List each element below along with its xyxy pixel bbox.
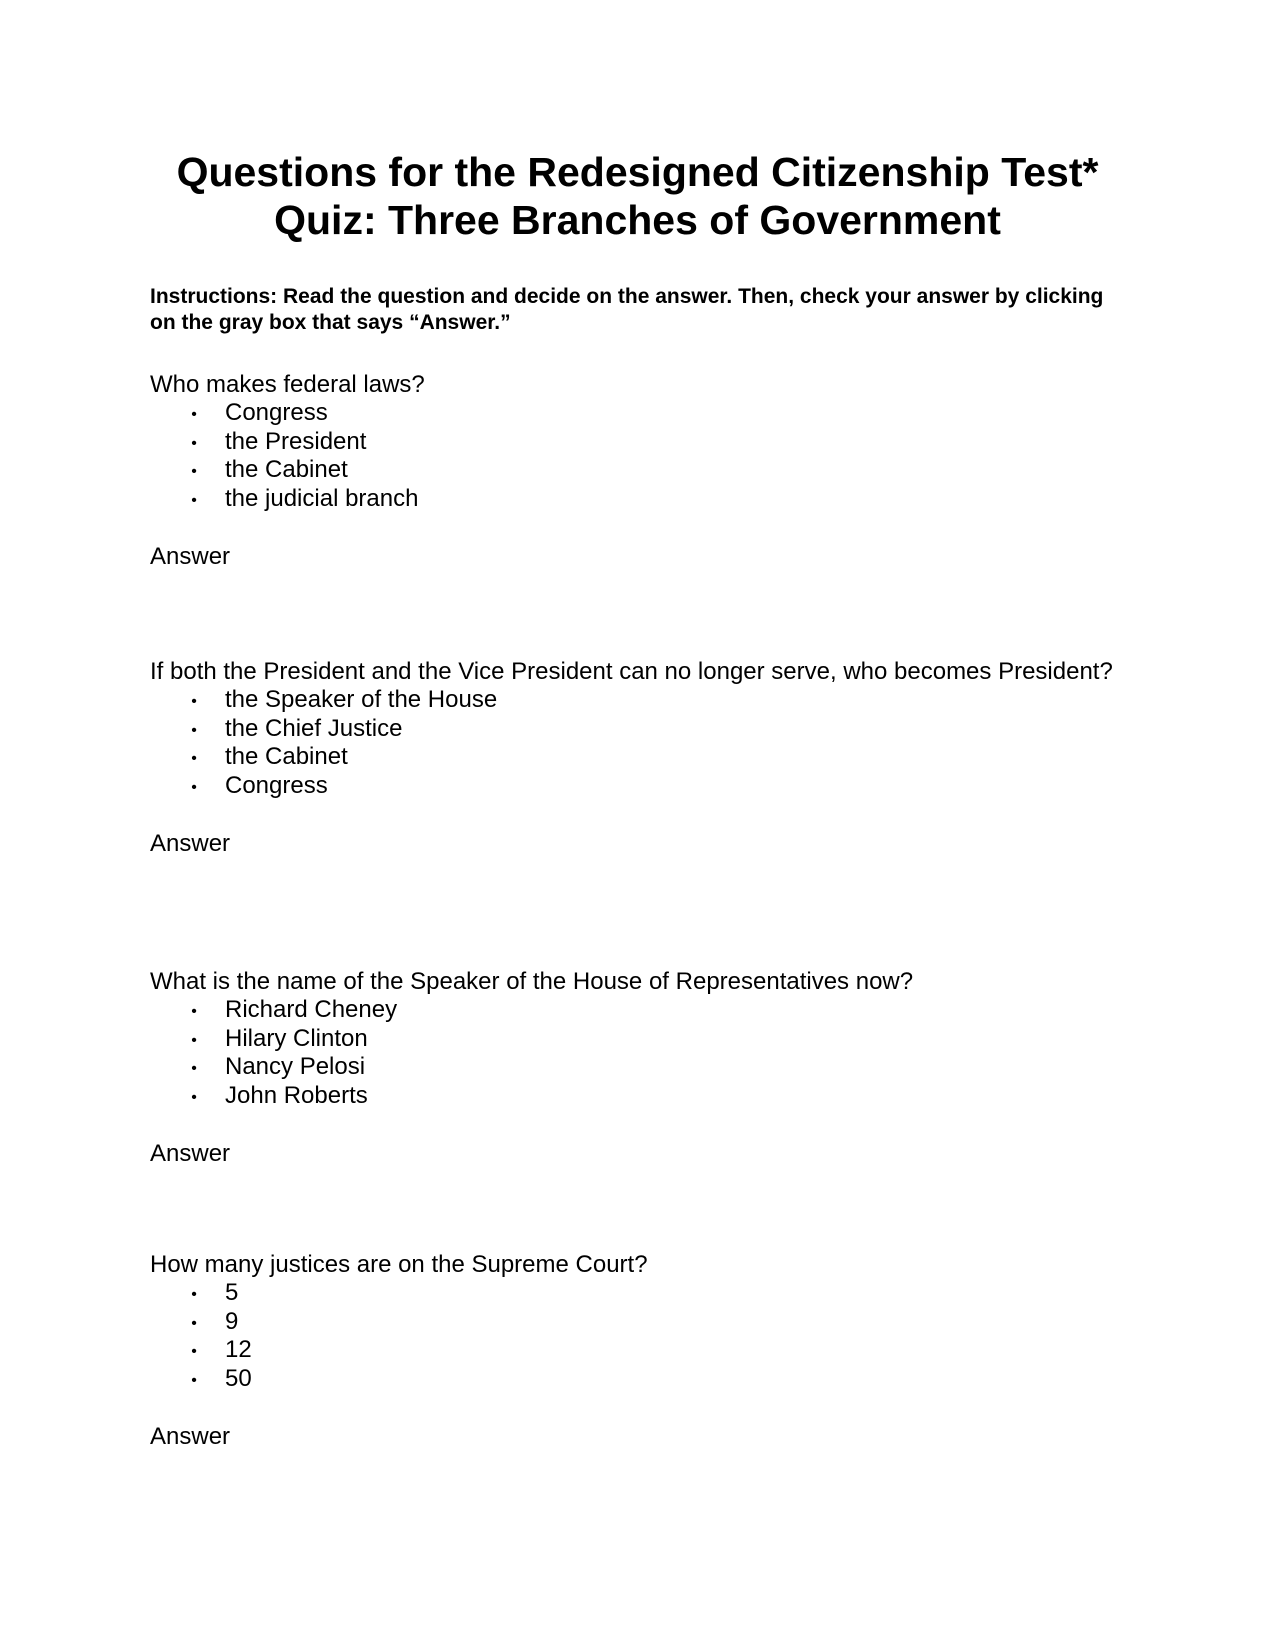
option-label: 12	[225, 1336, 252, 1364]
answer-button[interactable]: Answer	[150, 1139, 231, 1167]
bullet-icon: •	[191, 1003, 197, 1020]
option-label: John Roberts	[225, 1082, 368, 1110]
option-item	[150, 1365, 1125, 1394]
question-text: How many justices are on the Supreme Court?	[150, 1251, 648, 1278]
title-line-1: Questions for the Redesigned Citizenship Test*	[176, 149, 1099, 195]
option-item	[150, 1336, 1125, 1365]
option-item	[150, 686, 1125, 715]
question-text: If both the President and the Vice President can no longer serve, who becomes President?	[150, 658, 1113, 685]
bullet-icon: •	[191, 463, 197, 481]
bullet-icon: •	[191, 693, 197, 710]
option-label: 50	[225, 1365, 252, 1393]
question-block-2	[150, 657, 1125, 858]
bullet-icon: •	[191, 406, 197, 423]
option-item	[150, 1082, 1125, 1111]
answer-button[interactable]: Answer	[150, 542, 231, 570]
bullet-icon: •	[191, 1031, 197, 1049]
question-text: What is the name of the Speaker of the House of Representatives now?	[150, 968, 914, 995]
option-label: the President	[225, 427, 367, 455]
option-label: 9	[225, 1307, 239, 1335]
bullet-icon: •	[191, 750, 197, 768]
option-label: the judicial branch	[225, 485, 419, 513]
question-text: Who makes federal laws?	[150, 371, 425, 398]
option-item	[150, 1308, 1125, 1337]
option-label: Congress	[225, 772, 328, 800]
option-item	[150, 456, 1125, 485]
option-item	[150, 1053, 1125, 1082]
option-label: Nancy Pelosi	[225, 1053, 366, 1081]
bullet-icon: •	[191, 492, 197, 510]
page-title	[150, 148, 1125, 244]
title-line-2: Quiz: Three Branches of Government	[274, 197, 1001, 243]
option-item	[150, 996, 1125, 1025]
bullet-icon: •	[191, 434, 197, 452]
instructions-text: Instructions: Read the question and decide on the answer. Then, check your answer by clicking on the gray box that says “Answer.”	[150, 285, 1104, 334]
option-label: Hilary Clinton	[225, 1024, 368, 1052]
bullet-icon: •	[191, 1314, 197, 1332]
option-label: the Cabinet	[225, 456, 348, 484]
question-block-1	[150, 370, 1125, 571]
option-item	[150, 743, 1125, 772]
bullet-icon: •	[191, 1343, 197, 1361]
option-label: 5	[225, 1279, 239, 1306]
option-item	[150, 428, 1125, 457]
bullet-icon: •	[191, 1286, 197, 1303]
answer-options-list	[150, 996, 1125, 1111]
question-block-4	[150, 1250, 1125, 1451]
bullet-icon: •	[191, 1372, 197, 1390]
option-label: the Cabinet	[225, 743, 348, 771]
bullet-icon: •	[191, 1060, 197, 1078]
option-item	[150, 1279, 1125, 1308]
option-item	[150, 715, 1125, 744]
bullet-icon: •	[191, 1089, 197, 1107]
bullet-icon: •	[191, 721, 197, 739]
option-label: the Speaker of the House	[225, 686, 498, 713]
option-label: Richard Cheney	[225, 996, 398, 1023]
answer-options-list	[150, 399, 1125, 514]
answer-button[interactable]: Answer	[150, 1422, 231, 1450]
option-item	[150, 399, 1125, 428]
option-item	[150, 772, 1125, 801]
option-item	[150, 485, 1125, 514]
answer-button[interactable]: Answer	[150, 829, 231, 857]
option-label: Congress	[225, 399, 328, 426]
option-label: the Chief Justice	[225, 714, 403, 742]
option-item	[150, 1025, 1125, 1054]
question-block-3	[150, 967, 1125, 1168]
bullet-icon: •	[191, 779, 197, 797]
answer-options-list	[150, 1279, 1125, 1394]
answer-options-list	[150, 686, 1125, 801]
